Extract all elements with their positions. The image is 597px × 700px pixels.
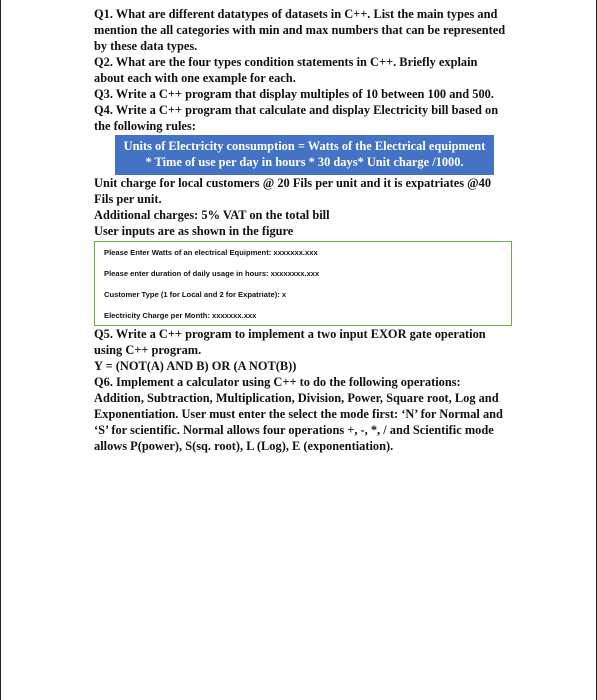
question-3: Q3. Write a C++ program that display multiples of 10 between 100 and 500. — [94, 87, 494, 101]
question-4: Q4. Write a C++ program that calculate and display Electricity bill based on the following rules: — [94, 103, 499, 133]
input-line-duration: Please enter duration of daily usage in hours: xxxxxxxx.xxx — [104, 269, 320, 278]
exor-formula: Y = (NOT(A) AND B) OR (A NOT(B)) — [94, 359, 297, 373]
question-2: Q2. What are the four types condition statements in C++. Briefly explain about each with one example for each. — [94, 55, 478, 85]
user-inputs-label: User inputs are as shown in the figure — [94, 224, 294, 238]
input-line-charge: Electricity Charge per Month: xxxxxxx.xxx — [104, 311, 257, 320]
input-line-watts: Please Enter Watts of an electrical Equipment: xxxxxxx.xxx — [104, 248, 318, 257]
user-inputs-figure — [94, 241, 512, 326]
electricity-formula-box: Units of Electricity consumption = Watts of the Electrical equipment * Time of use per day in hours * 30 days* Unit charge /1000. — [115, 135, 494, 175]
document-content — [94, 6, 509, 454]
question-6: Q6. Implement a calculator using C++ to do the following operations: Addition, Subtraction, Multiplication, Division, Power, Square root, Log and Exponentiation. User must enter the select the mode first: ‘N’ for Normal and ‘S’ for scientific. Normal allows four operations +, -, *, / and Scientific mode allows P(power), S(sq. root), L (Log), E (exponentiation). — [94, 375, 503, 453]
question-5: Q5. Write a C++ program to implement a two input EXOR gate operation using C++ program. — [94, 327, 486, 357]
input-line-customer-type: Customer Type (1 for Local and 2 for Expatriate): x — [104, 290, 287, 299]
question-1: Q1. What are different datatypes of datasets in C++. List the main types and mention the all categories with min and max numbers that can be represented by these data types. — [94, 7, 506, 53]
unit-charge-text: Unit charge for local customers @ 20 Fils per unit and it is expatriates @40 Fils per unit. — [94, 176, 492, 206]
additional-charges-text: Additional charges: 5% VAT on the total bill — [94, 208, 330, 222]
